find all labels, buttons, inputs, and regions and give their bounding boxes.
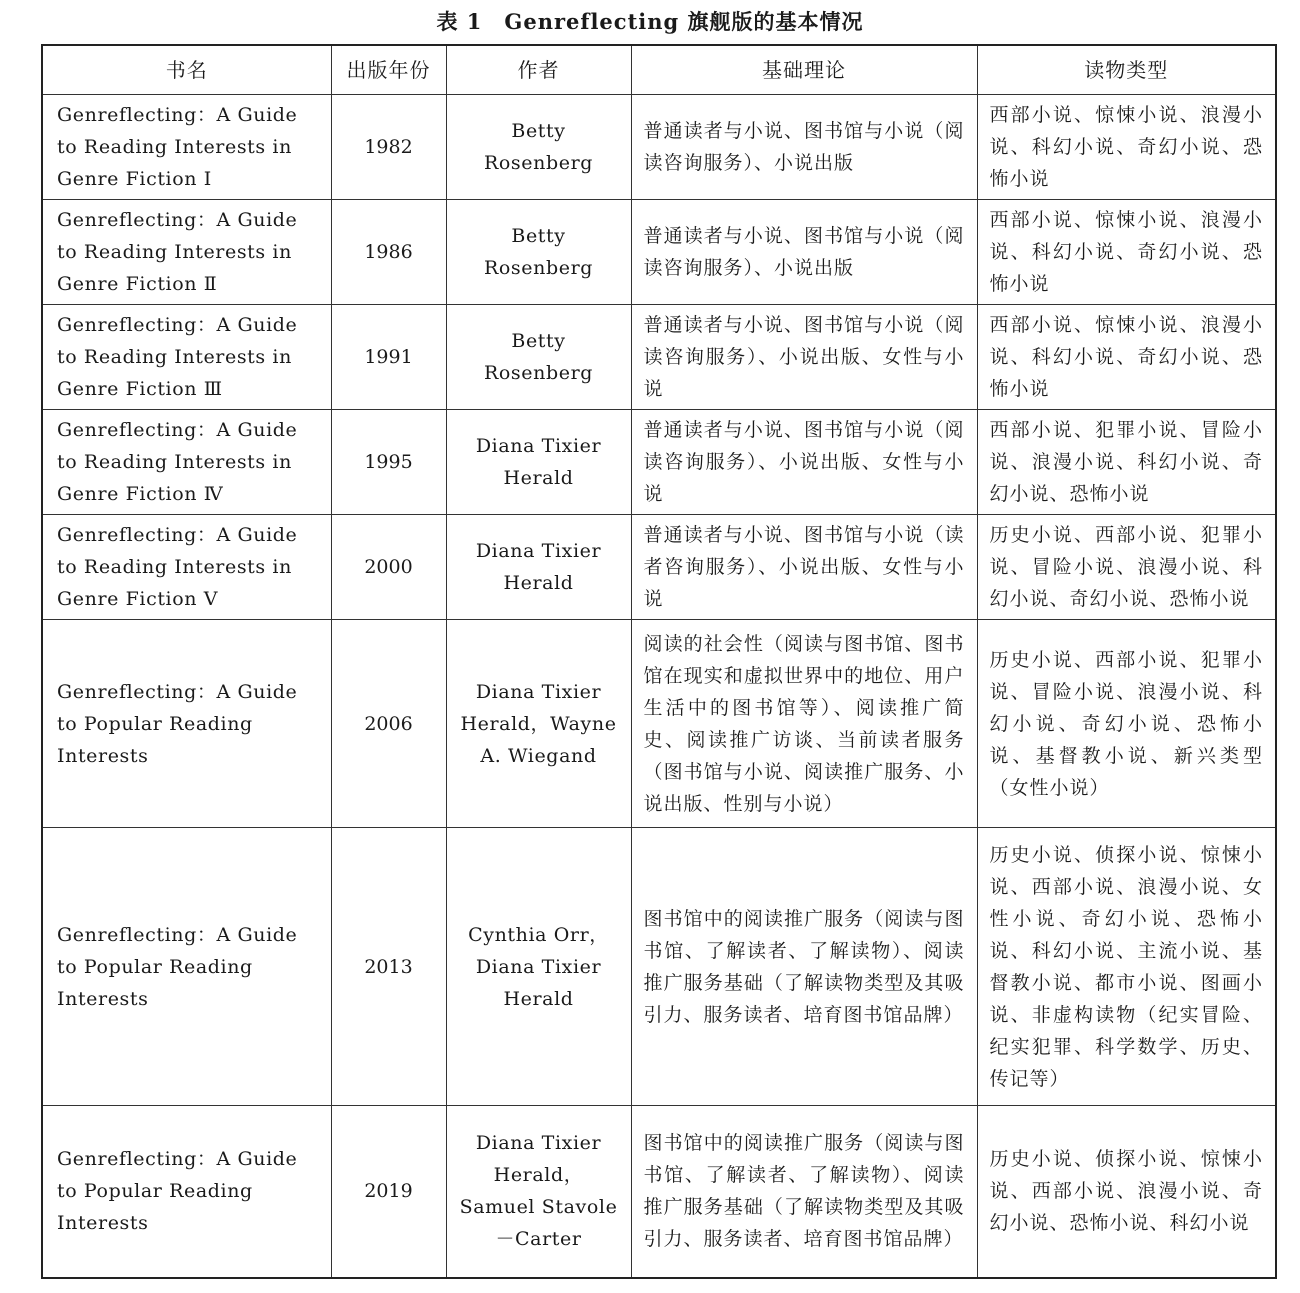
table-row <box>42 410 1276 515</box>
cell-genres: 历史小说、西部小说、犯罪小说、冒险小说、浪漫小说、科幻小说、奇幻小说、恐怖小说、基督教小说、新兴类型（女性小说） <box>977 620 1276 828</box>
table-row <box>42 828 1276 1106</box>
header-year: 出版年份 <box>331 45 446 95</box>
cell-genres: 西部小说、犯罪小说、冒险小说、浪漫小说、科幻小说、奇幻小说、恐怖小说 <box>977 410 1276 515</box>
cell-title: Genreflecting：A Guide to Popular Reading Interests <box>42 828 331 1106</box>
cell-author: Diana Tixier Herald，Samuel Stavole－Carter <box>446 1106 631 1278</box>
cell-theory: 普通读者与小说、图书馆与小说（阅读咨询服务）、小说出版、女性与小说 <box>631 410 977 515</box>
cell-year: 2013 <box>331 828 446 1106</box>
cell-theory: 图书馆中的阅读推广服务（阅读与图书馆、了解读者、了解读物）、阅读推广服务基础（了解读物类型及其吸引力、服务读者、培育图书馆品牌） <box>631 1106 977 1278</box>
cell-year: 1991 <box>331 305 446 410</box>
table-row <box>42 620 1276 828</box>
cell-theory: 阅读的社会性（阅读与图书馆、图书馆在现实和虚拟世界中的地位、用户生活中的图书馆等）、阅读推广简史、阅读推广访谈、当前读者服务（图书馆与小说、阅读推广服务、小说出版、性别与小说） <box>631 620 977 828</box>
cell-year: 2000 <box>331 515 446 620</box>
table-number: 表 1 <box>436 9 483 34</box>
table-row <box>42 305 1276 410</box>
cell-author: Betty Rosenberg <box>446 95 631 200</box>
cell-author: Diana Tixier Herald <box>446 410 631 515</box>
cell-theory: 普通读者与小说、图书馆与小说（阅读咨询服务）、小说出版、女性与小说 <box>631 305 977 410</box>
table-row <box>42 95 1276 200</box>
cell-genres: 历史小说、侦探小说、惊悚小说、西部小说、浪漫小说、奇幻小说、恐怖小说、科幻小说 <box>977 1106 1276 1278</box>
table-caption <box>0 6 1300 36</box>
cell-theory: 图书馆中的阅读推广服务（阅读与图书馆、了解读者、了解读物）、阅读推广服务基础（了解读物类型及其吸引力、服务读者、培育图书馆品牌） <box>631 828 977 1106</box>
table-row <box>42 515 1276 620</box>
table-row <box>42 1106 1276 1278</box>
header-author: 作者 <box>446 45 631 95</box>
cell-year: 1995 <box>331 410 446 515</box>
cell-title: Genreflecting：A Guide to Reading Interests in Genre Fiction Ⅰ <box>42 95 331 200</box>
cell-author: Diana Tixier Herald，Wayne A. Wiegand <box>446 620 631 828</box>
cell-year: 2019 <box>331 1106 446 1278</box>
header-genres: 读物类型 <box>977 45 1276 95</box>
genreflecting-table <box>41 44 1277 1279</box>
header-title: 书名 <box>42 45 331 95</box>
cell-theory: 普通读者与小说、图书馆与小说（阅读咨询服务）、小说出版 <box>631 200 977 305</box>
cell-genres: 西部小说、惊悚小说、浪漫小说、科幻小说、奇幻小说、恐怖小说 <box>977 95 1276 200</box>
cell-year: 2006 <box>331 620 446 828</box>
cell-year: 1986 <box>331 200 446 305</box>
cell-title: Genreflecting：A Guide to Reading Interests in Genre Fiction Ⅲ <box>42 305 331 410</box>
cell-genres: 历史小说、侦探小说、惊悚小说、西部小说、浪漫小说、女性小说、奇幻小说、恐怖小说、科幻小说、主流小说、基督教小说、都市小说、图画小说、非虚构读物（纪实冒险、纪实犯罪、科学数学、历史、传记等） <box>977 828 1276 1106</box>
cell-genres: 历史小说、西部小说、犯罪小说、冒险小说、浪漫小说、科幻小说、奇幻小说、恐怖小说 <box>977 515 1276 620</box>
header-theory: 基础理论 <box>631 45 977 95</box>
table-title: Genreflecting 旗舰版的基本情况 <box>504 9 864 34</box>
cell-genres: 西部小说、惊悚小说、浪漫小说、科幻小说、奇幻小说、恐怖小说 <box>977 305 1276 410</box>
cell-author: Diana Tixier Herald <box>446 515 631 620</box>
cell-title: Genreflecting：A Guide to Popular Reading Interests <box>42 620 331 828</box>
cell-title: Genreflecting：A Guide to Popular Reading Interests <box>42 1106 331 1278</box>
header-row <box>42 45 1276 95</box>
cell-author: Betty Rosenberg <box>446 200 631 305</box>
cell-title: Genreflecting：A Guide to Reading Interests in Genre Fiction Ⅳ <box>42 410 331 515</box>
cell-title: Genreflecting：A Guide to Reading Interests in Genre Fiction Ⅱ <box>42 200 331 305</box>
cell-genres: 西部小说、惊悚小说、浪漫小说、科幻小说、奇幻小说、恐怖小说 <box>977 200 1276 305</box>
cell-author: Betty Rosenberg <box>446 305 631 410</box>
table-row <box>42 200 1276 305</box>
cell-theory: 普通读者与小说、图书馆与小说（阅读咨询服务）、小说出版 <box>631 95 977 200</box>
cell-year: 1982 <box>331 95 446 200</box>
cell-theory: 普通读者与小说、图书馆与小说（读者咨询服务）、小说出版、女性与小说 <box>631 515 977 620</box>
cell-title: Genreflecting：A Guide to Reading Interests in Genre Fiction Ⅴ <box>42 515 331 620</box>
cell-author: Cynthia Orr，Diana Tixier Herald <box>446 828 631 1106</box>
